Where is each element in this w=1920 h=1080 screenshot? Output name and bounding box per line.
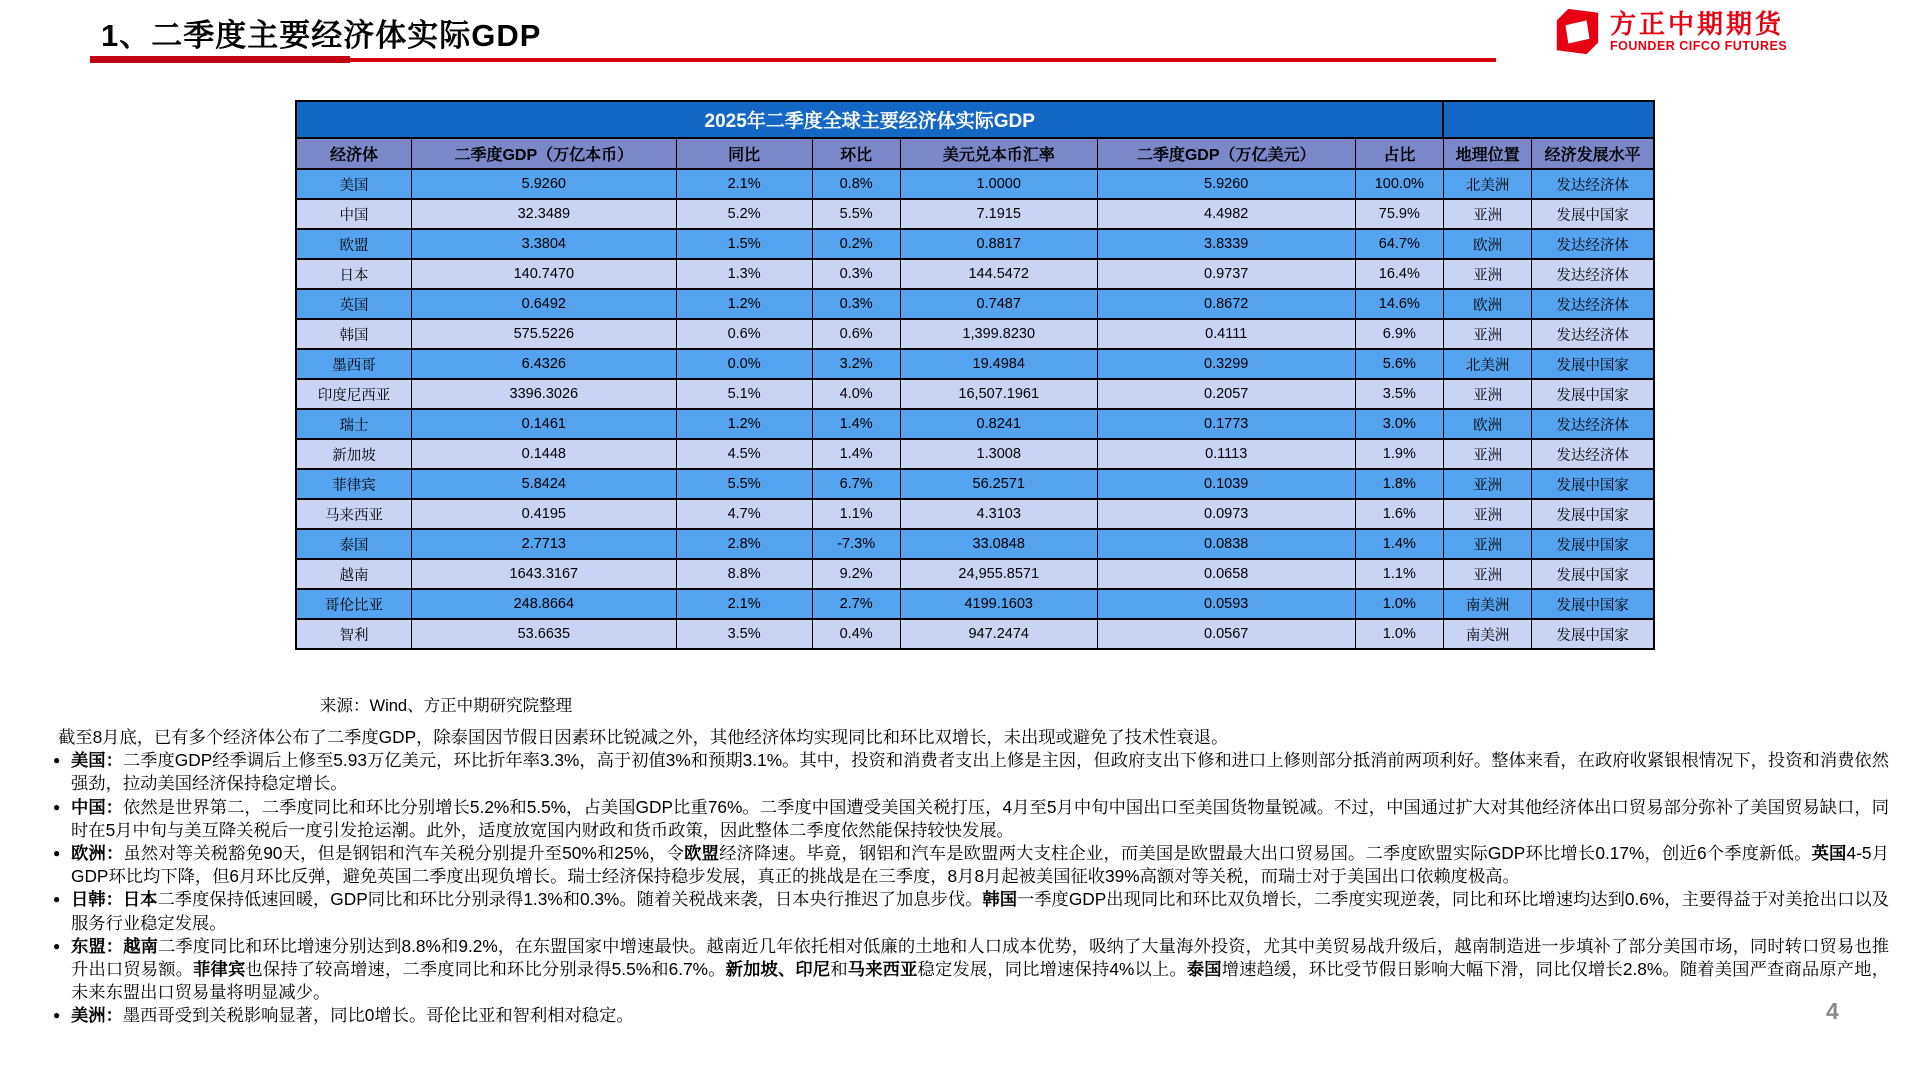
table-cell: 0.1113: [1097, 439, 1355, 469]
table-cell: 3.5%: [676, 619, 812, 649]
table-cell: 4199.1603: [900, 589, 1097, 619]
bullet-text: [71, 842, 1889, 888]
table-cell: 欧洲: [1443, 409, 1531, 439]
table-cell: 菲律宾: [296, 469, 411, 499]
table-cell: 发展中国家: [1532, 559, 1654, 589]
table-cell: 3.0%: [1355, 409, 1443, 439]
table-cell: 越南: [296, 559, 411, 589]
table-cell: 5.6%: [1355, 349, 1443, 379]
table-title-spacer: [1443, 101, 1654, 138]
column-header: 二季度GDP（万亿本币）: [411, 138, 676, 169]
table-cell: 5.8424: [411, 469, 676, 499]
table-cell: 0.3299: [1097, 349, 1355, 379]
table-cell: 哥伦比亚: [296, 589, 411, 619]
table-cell: 1.2%: [676, 289, 812, 319]
table-cell: 1.1%: [1355, 559, 1443, 589]
analysis-bullet: [44, 749, 1889, 795]
bullet-text-bold-segment: 马来西亚: [847, 959, 918, 980]
table-cell: 墨西哥: [296, 349, 411, 379]
table-cell: 1.9%: [1355, 439, 1443, 469]
table-cell: 0.4195: [411, 499, 676, 529]
logo-name-cn: 方正中期期货: [1610, 9, 1785, 39]
bullet-text-segment: 依然是世界第二，二季度同比和环比分别增长5.2%和5.5%，占美国GDP比重76%。二季度中国遭受美国关税打压，4月至5月中旬中国出口至美国货物量锐减。不过，中国通过扩大对其他经济体出口贸易部分弥补了美国贸易缺口，同时在5月中旬与美互降关税后一度引发抢运潮。此外，适度放宽国内财政和货币政策，因此整体二季度依然能保持较快发展。: [71, 796, 1889, 840]
bullet-text-bold-segment: 美洲：: [71, 1005, 123, 1026]
table-cell: 6.7%: [812, 469, 900, 499]
bullet-text-segment: 墨西哥受到关税影响显著，同比0增长。哥伦比亚和智利相对稳定。: [122, 1005, 634, 1026]
table-cell: 亚洲: [1443, 469, 1531, 499]
analysis-bullet: [44, 935, 1889, 1005]
bullet-text-segment: 二季度GDP经季调后上修至5.93万亿美元，环比折年率3.3%，高于初值3%和预期3.1%。其中，投资和消费者支出上修是主因，但政府支出下修和进口上修则部分抵消前两项利好。整体来看，在政府收紧银根情况下，投资和消费依然强劲，拉动美国经济保持稳定增长。: [71, 750, 1889, 794]
table-cell: 1.8%: [1355, 469, 1443, 499]
table-cell: 2.7%: [812, 589, 900, 619]
table-cell: 发展中国家: [1532, 589, 1654, 619]
table-cell: 32.3489: [411, 199, 676, 229]
table-cell: 0.0838: [1097, 529, 1355, 559]
table-cell: 5.9260: [1097, 169, 1355, 199]
table-cell: 0.0%: [676, 349, 812, 379]
bullet-marker-icon: ●: [53, 846, 61, 861]
bullet-text-bold-segment: 菲律宾: [193, 959, 246, 980]
page-number: 4: [1826, 998, 1839, 1024]
table-cell: 0.3%: [812, 259, 900, 289]
table-row: [296, 439, 1654, 469]
table-cell: 3.8339: [1097, 229, 1355, 259]
table-cell: 16.4%: [1355, 259, 1443, 289]
column-header: 经济发展水平: [1532, 138, 1654, 169]
bullet-text-bold-segment: 欧盟: [684, 843, 720, 864]
bullet-marker-icon: ●: [53, 938, 61, 953]
bullet-text-bold-segment: 越南: [123, 935, 158, 956]
bullet-text-bold-segment: 美国：: [71, 750, 123, 771]
table-cell: 1.0%: [1355, 589, 1443, 619]
table-cell: 瑞士: [296, 409, 411, 439]
table-cell: 发达经济体: [1532, 289, 1654, 319]
bullet-text-segment: 二季度同比和环比增速分别达到8.8%和9.2%，在东盟国家中增速最快。越南近几年依托相对低廉的土地和人口成本优势，吸纳了大量海外投资，尤其中美贸易战升级后，越南制造进一步填补了部分美国市场，同时转口贸易也推升出口贸易额。: [71, 935, 1889, 980]
table-row: [296, 559, 1654, 589]
table-cell: 16,507.1961: [900, 379, 1097, 409]
table-cell: 0.0658: [1097, 559, 1355, 589]
table-cell: 0.2%: [812, 229, 900, 259]
table-cell: 欧盟: [296, 229, 411, 259]
table-cell: 2.8%: [676, 529, 812, 559]
table-body: [296, 169, 1654, 649]
table-cell: 7.1915: [900, 199, 1097, 229]
table-cell: 0.6%: [812, 319, 900, 349]
table-cell: 0.6%: [676, 319, 812, 349]
table-cell: 欧洲: [1443, 229, 1531, 259]
table-cell: 智利: [296, 619, 411, 649]
table-cell: 亚洲: [1443, 259, 1531, 289]
table-cell: 发达经济体: [1532, 229, 1654, 259]
table-cell: 2.1%: [676, 589, 812, 619]
bullet-text-segment: 经济降速。毕竟，钢铝和汽车是欧盟两大支柱企业，而美国是欧盟最大出口贸易国。二季度欧盟实际GDP环比增长0.17%，创近6个季度新低。: [719, 843, 1812, 864]
bullet-marker-icon: ●: [53, 1008, 61, 1023]
table-row: [296, 229, 1654, 259]
table-cell: 0.8817: [900, 229, 1097, 259]
table-cell: -7.3%: [812, 529, 900, 559]
table-cell: 6.9%: [1355, 319, 1443, 349]
table-cell: 3396.3026: [411, 379, 676, 409]
table-cell: 2.7713: [411, 529, 676, 559]
table-cell: 亚洲: [1443, 319, 1531, 349]
table-cell: 亚洲: [1443, 439, 1531, 469]
analysis-bullet: [44, 888, 1889, 934]
table-cell: 中国: [296, 199, 411, 229]
table-cell: 5.5%: [812, 199, 900, 229]
table-cell: 亚洲: [1443, 199, 1531, 229]
table-cell: 75.9%: [1355, 199, 1443, 229]
table-row: [296, 169, 1654, 199]
table-cell: 0.1039: [1097, 469, 1355, 499]
table-cell: 4.5%: [676, 439, 812, 469]
table-cell: 0.1448: [411, 439, 676, 469]
column-header: 美元兑本币汇率: [900, 138, 1097, 169]
table-cell: 4.0%: [812, 379, 900, 409]
table-cell: 1.6%: [1355, 499, 1443, 529]
table-cell: 发展中国家: [1532, 469, 1654, 499]
table-row: [296, 589, 1654, 619]
table-cell: 100.0%: [1355, 169, 1443, 199]
table-cell: 韩国: [296, 319, 411, 349]
bullet-marker-icon: ●: [53, 892, 61, 907]
table-cell: 0.0973: [1097, 499, 1355, 529]
table-cell: 0.1461: [411, 409, 676, 439]
table-cell: 1.2%: [676, 409, 812, 439]
table-cell: 发达经济体: [1532, 319, 1654, 349]
analysis-bullet: [44, 842, 1889, 888]
table-cell: 9.2%: [812, 559, 900, 589]
column-header: 二季度GDP（万亿美元）: [1097, 138, 1355, 169]
table-cell: 24,955.8571: [900, 559, 1097, 589]
bullet-text-bold-segment: 泰国: [1186, 959, 1222, 980]
table-cell: 0.8%: [812, 169, 900, 199]
table-cell: 1.0%: [1355, 619, 1443, 649]
table-cell: 575.5226: [411, 319, 676, 349]
table-cell: 发展中国家: [1532, 499, 1654, 529]
table-cell: 0.4111: [1097, 319, 1355, 349]
table-cell: 0.8241: [900, 409, 1097, 439]
table-cell: 4.4982: [1097, 199, 1355, 229]
table-cell: 1.0000: [900, 169, 1097, 199]
table-cell: 4.3103: [900, 499, 1097, 529]
table-row: [296, 379, 1654, 409]
table-cell: 8.8%: [676, 559, 812, 589]
table-row: [296, 499, 1654, 529]
table-cell: 2.1%: [676, 169, 812, 199]
table-cell: 亚洲: [1443, 559, 1531, 589]
table-cell: 欧洲: [1443, 289, 1531, 319]
table-cell: 5.1%: [676, 379, 812, 409]
logo-name-en: FOUNDER CIFCO FUTURES: [1610, 39, 1788, 53]
table-cell: 19.4984: [900, 349, 1097, 379]
table-cell: 5.5%: [676, 469, 812, 499]
bullet-text-segment: 二季度保持低速回暖，GDP同比和环比分别录得1.3%和0.3%。随着关税战来袭，日本央行推迟了加息步伐。: [157, 889, 983, 910]
table-cell: 发达经济体: [1532, 409, 1654, 439]
bullet-text: [71, 796, 1889, 842]
bullet-text: [71, 1004, 1889, 1027]
table-cell: 1.5%: [676, 229, 812, 259]
table-cell: 947.2474: [900, 619, 1097, 649]
analysis-block: [44, 726, 1889, 1028]
analysis-bullet: [44, 796, 1889, 842]
gdp-table: [295, 100, 1655, 650]
table-cell: 北美洲: [1443, 169, 1531, 199]
bullet-text-segment: 增速趋缓，环比受节假日影响大幅下滑，同比仅增长2.8%。随着美国严查商品原产地，未来东盟出口贸易量将明显减少。: [71, 959, 1889, 1003]
bullet-marker-icon: ●: [53, 799, 61, 814]
table-row: [296, 259, 1654, 289]
bullet-text-segment: 4-5月GDP环比均下降，但6月环比反弹，避免英国二季度出现负增长。瑞士经济保持稳步发展，真正的挑战是在三季度，8月8月起被美国征收39%高额对等关税，而瑞士对于美国出口依赖度极高。: [71, 843, 1889, 887]
table-cell: 6.4326: [411, 349, 676, 379]
table-row: [296, 349, 1654, 379]
table-cell: 5.9260: [411, 169, 676, 199]
table-title-row: [296, 101, 1654, 138]
table-cell: 1.3008: [900, 439, 1097, 469]
column-header: 经济体: [296, 138, 411, 169]
table-cell: 0.7487: [900, 289, 1097, 319]
table-cell: 印度尼西亚: [296, 379, 411, 409]
table-cell: 马来西亚: [296, 499, 411, 529]
bullet-text-bold-segment: 韩国: [982, 889, 1017, 910]
column-header: 环比: [812, 138, 900, 169]
table-cell: 0.3%: [812, 289, 900, 319]
analysis-intro: 截至8月底，已有多个经济体公布了二季度GDP，除泰国因节假日因素环比锐减之外，其他经济体均实现同比和环比双增长，未出现或避免了技术性衰退。: [58, 727, 1229, 747]
table-cell: 1.4%: [1355, 529, 1443, 559]
table-cell: 0.1773: [1097, 409, 1355, 439]
table-cell: 56.2571: [900, 469, 1097, 499]
table-cell: 0.6492: [411, 289, 676, 319]
table-cell: 1643.3167: [411, 559, 676, 589]
table-row: [296, 199, 1654, 229]
table-cell: 亚洲: [1443, 499, 1531, 529]
logo-cube-icon: [1552, 6, 1602, 56]
column-header: 地理位置: [1443, 138, 1531, 169]
table-cell: 1.4%: [812, 439, 900, 469]
table-cell: 美国: [296, 169, 411, 199]
table-cell: 1.1%: [812, 499, 900, 529]
table-cell: 发达经济体: [1532, 439, 1654, 469]
table-cell: 140.7470: [411, 259, 676, 289]
table-cell: 64.7%: [1355, 229, 1443, 259]
table-cell: 53.6635: [411, 619, 676, 649]
table-cell: 4.7%: [676, 499, 812, 529]
table-cell: 144.5472: [900, 259, 1097, 289]
table-cell: 发达经济体: [1532, 169, 1654, 199]
table-cell: 发展中国家: [1532, 529, 1654, 559]
bullet-text: [71, 888, 1889, 934]
table-row: [296, 469, 1654, 499]
table-cell: 发达经济体: [1532, 259, 1654, 289]
table-cell: 北美洲: [1443, 349, 1531, 379]
bullet-text-segment: 和: [830, 959, 848, 980]
table-cell: 南美洲: [1443, 619, 1531, 649]
company-logo: [1552, 6, 1787, 56]
table-cell: 日本: [296, 259, 411, 289]
table-cell: 0.2057: [1097, 379, 1355, 409]
bullet-text-bold-segment: 日本: [122, 889, 158, 910]
table-cell: 5.2%: [676, 199, 812, 229]
bullet-marker-icon: ●: [53, 753, 61, 768]
table-cell: 14.6%: [1355, 289, 1443, 319]
table-cell: 3.3804: [411, 229, 676, 259]
bullet-text: [71, 935, 1889, 1005]
bullet-text-bold-segment: 英国: [1811, 843, 1847, 864]
title-underline-thin: [350, 58, 1496, 62]
table-row: [296, 319, 1654, 349]
table-title: 2025年二季度全球主要经济体实际GDP: [296, 101, 1443, 138]
bullet-text-bold-segment: 日韩：: [71, 889, 123, 910]
title-underline-thick: [90, 56, 350, 63]
bullet-text-segment: 一季度GDP出现同比和环比双负增长，二季度实现逆袭，同比和环比增速均达到0.6%，主要得益于对美抢出口以及服务行业稳定发展。: [71, 889, 1889, 933]
table-cell: 1.4%: [812, 409, 900, 439]
table-cell: 3.2%: [812, 349, 900, 379]
bullet-text-bold-segment: 中国：: [71, 796, 124, 817]
table-cell: 1,399.8230: [900, 319, 1097, 349]
table-cell: 0.8672: [1097, 289, 1355, 319]
table-source: 来源：Wind、方正中期研究院整理: [320, 697, 573, 715]
table-cell: 248.8664: [411, 589, 676, 619]
page-title: 1、二季度主要经济体实际GDP: [101, 18, 542, 53]
analysis-bullet: [44, 1004, 1889, 1027]
table-cell: 0.0567: [1097, 619, 1355, 649]
column-header: 占比: [1355, 138, 1443, 169]
table-row: [296, 289, 1654, 319]
table-cell: 发展中国家: [1532, 349, 1654, 379]
table-cell: 3.5%: [1355, 379, 1443, 409]
column-header: 同比: [676, 138, 812, 169]
bullet-text-segment: 虽然对等关税豁免90天，但是钢铝和汽车关税分别提升至50%和25%，令: [123, 843, 685, 864]
table-cell: 0.4%: [812, 619, 900, 649]
table-row: [296, 409, 1654, 439]
bullet-text-segment: 稳定发展，同比增速保持4%以上。: [917, 959, 1187, 980]
table-cell: 0.9737: [1097, 259, 1355, 289]
table-cell: 南美洲: [1443, 589, 1531, 619]
table-cell: 发展中国家: [1532, 199, 1654, 229]
table-cell: 泰国: [296, 529, 411, 559]
table-cell: 33.0848: [900, 529, 1097, 559]
analysis-bullets: [44, 749, 1889, 1027]
table-cell: 亚洲: [1443, 529, 1531, 559]
table-row: [296, 529, 1654, 559]
table-cell: 新加坡: [296, 439, 411, 469]
bullet-text-bold-segment: 新加坡、印尼: [725, 959, 831, 980]
table-cell: 发展中国家: [1532, 619, 1654, 649]
bullet-text-bold-segment: 欧洲：: [71, 843, 124, 864]
bullet-text-segment: 也保持了较高增速，二季度同比和环比分别录得5.5%和6.7%。: [245, 959, 726, 980]
gdp-table-container: [295, 100, 1655, 650]
bullet-text: [71, 749, 1889, 795]
table-cell: 0.0593: [1097, 589, 1355, 619]
bullet-text-bold-segment: 东盟：: [71, 935, 124, 956]
table-cell: 1.3%: [676, 259, 812, 289]
table-header-row: [296, 138, 1654, 169]
table-cell: 发展中国家: [1532, 379, 1654, 409]
table-row: [296, 619, 1654, 649]
table-cell: 英国: [296, 289, 411, 319]
table-cell: 亚洲: [1443, 379, 1531, 409]
